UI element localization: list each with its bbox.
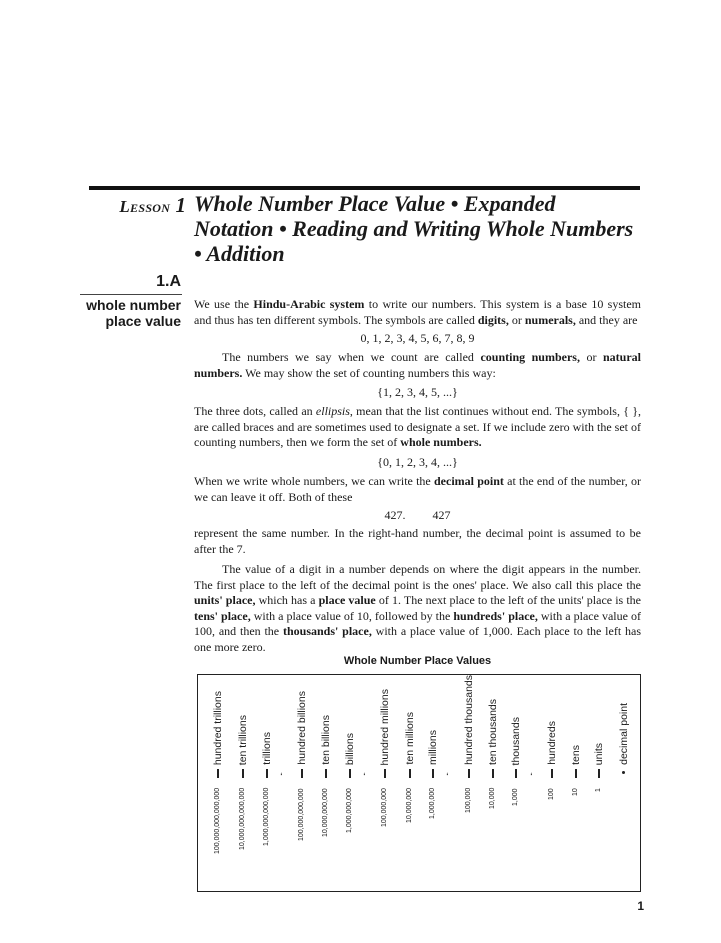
- place-value-column: [292, 675, 312, 891]
- text-run: The numbers we say when we count are called: [222, 350, 481, 364]
- period-comma-marker: ,: [363, 771, 366, 782]
- bold-term: digits,: [477, 312, 509, 327]
- text-run: with a place value of 100, and then the: [194, 608, 641, 639]
- digit-slot-marker: [301, 769, 303, 778]
- bold-term: hundreds' place,: [453, 608, 538, 623]
- paragraph-ellipsis: [194, 404, 641, 451]
- text-run: of 1. The next place to the left of the units' place is the: [375, 593, 642, 608]
- place-value-column: [375, 675, 395, 891]
- paragraph-place-value: [194, 562, 641, 656]
- italic-term: ellipsis: [315, 404, 350, 418]
- lesson-label: [96, 192, 186, 220]
- digit-slot-marker: [515, 769, 517, 778]
- place-value-number: 1,000,000,000,000: [263, 788, 270, 847]
- place-value-column: [257, 675, 277, 891]
- text-run: We may show the set of counting numbers this way:: [242, 365, 496, 380]
- place-value-number: 1,000,000,000: [346, 788, 353, 833]
- place-value-column: [316, 675, 336, 891]
- bold-term: thousands' place,: [282, 624, 372, 639]
- digit-slot-marker: [266, 769, 268, 778]
- place-name: hundred trillions: [212, 690, 224, 765]
- place-name: thousands: [510, 716, 522, 765]
- place-value-number: 1: [595, 788, 602, 792]
- place-value-column: [614, 675, 634, 891]
- bold-term: tens' place,: [194, 608, 251, 623]
- place-value-column: [589, 675, 609, 891]
- digit-slot-marker: [384, 769, 386, 778]
- place-value-column: [208, 675, 228, 891]
- place-value-number: 100,000,000,000: [298, 788, 305, 841]
- paragraph-decimal-point: [194, 474, 641, 505]
- place-value-column: [566, 675, 586, 891]
- number-pair: [194, 508, 641, 523]
- place-value-column: [483, 675, 503, 891]
- place-value-column: [459, 675, 479, 891]
- digit-slot-marker: [551, 769, 553, 778]
- text-run: at the end of the number, or we can leave it off. Both of these: [194, 474, 641, 504]
- paragraph-hindu-arabic: [194, 297, 641, 328]
- place-value-number: 10: [572, 788, 579, 796]
- number-with-point: 427.: [384, 508, 406, 522]
- digit-slot-marker: [468, 769, 470, 778]
- decimal-point-marker: [622, 771, 625, 774]
- period-comma-marker: ,: [446, 771, 449, 782]
- place-value-number: 1,000,000: [429, 788, 436, 820]
- place-value-column: [542, 675, 562, 891]
- place-name: hundred billions: [296, 691, 308, 765]
- place-value-number: 10,000,000,000: [322, 788, 329, 837]
- place-name: decimal point: [618, 703, 630, 765]
- digit-slot-marker: [492, 769, 494, 778]
- place-value-number: 100: [548, 788, 555, 800]
- text-run: to write our numbers. This system is a base 10 system and thus has ten different symbols. The symbols are called: [194, 297, 642, 327]
- place-name: ten thousands: [487, 699, 499, 765]
- text-run: with a place value of 1,000. Each place to the left has one more zero.: [194, 624, 641, 654]
- bold-term: Hindu-Arabic system: [253, 297, 365, 311]
- place-name: millions: [427, 729, 439, 765]
- place-value-number: 100,000: [465, 788, 472, 814]
- place-value-number: 10,000: [489, 788, 496, 810]
- paragraph-counting-numbers: [194, 350, 641, 381]
- digit-slot-marker: [217, 769, 219, 778]
- place-value-table-title: Whole Number Place Values: [343, 655, 492, 667]
- text-run: The three dots, called an: [194, 404, 316, 418]
- text-run: which has a: [255, 593, 319, 608]
- place-name: hundred millions: [379, 688, 391, 765]
- place-value-column: [340, 675, 360, 891]
- place-value-column: [423, 675, 443, 891]
- text-run: represent the same number. In the right-hand number, the decimal point is assumed to be after the 7.: [194, 526, 641, 556]
- bold-term: decimal point: [434, 474, 504, 488]
- digit-slot-marker: [325, 769, 327, 778]
- place-value-number: 10,000,000: [406, 788, 413, 824]
- digit-slot-marker: [432, 769, 434, 778]
- place-name: ten millions: [404, 712, 416, 765]
- text-run: with a place value of 10, followed by the: [250, 608, 454, 623]
- digit-slot-marker: [349, 769, 351, 778]
- bold-term: units' place,: [194, 593, 256, 608]
- page-number: 1: [637, 899, 644, 913]
- place-value-number: 100,000,000,000,000: [214, 788, 221, 855]
- section-divider: [80, 294, 182, 295]
- lesson-title: Whole Number Place Value • Expanded Notation • Reading and Writing Whole Numbers • Addition: [194, 191, 634, 266]
- bold-term: counting numbers,: [480, 350, 580, 364]
- section-name: whole number place value: [86, 297, 181, 329]
- digit-slot-marker: [242, 769, 244, 778]
- text-run: The value of a digit in a number depends on where the digit appears in the number. The first place to the left of the decimal point is the ones' place. We also call this place the: [194, 562, 641, 592]
- period-comma-marker: ,: [530, 771, 533, 782]
- counting-numbers-set: {1, 2, 3, 4, 5, ...}: [377, 385, 458, 399]
- text-run: When we write whole numbers, we can write the: [194, 474, 434, 488]
- place-name: billions: [344, 732, 356, 765]
- text-run: or: [508, 312, 525, 327]
- place-value-number: 1,000: [512, 788, 519, 806]
- place-name: trillions: [261, 732, 273, 765]
- whole-numbers-set: {0, 1, 2, 3, 4, ...}: [377, 455, 458, 469]
- place-value-column: [506, 675, 526, 891]
- place-name: ten trillions: [237, 714, 249, 765]
- digit-slot-marker: [409, 769, 411, 778]
- number-without-point: 427: [432, 508, 451, 522]
- section-number: 1.A: [156, 273, 181, 290]
- lesson-number: 1: [175, 193, 186, 217]
- place-name: tens: [570, 745, 582, 765]
- place-value-number: 10,000,000,000,000: [239, 788, 246, 851]
- place-name: hundred thousands: [463, 675, 475, 765]
- text-run: and they are: [575, 312, 638, 327]
- text-run: , mean that the list continues without end. The symbols, { }, are called braces and are sometimes used to designate a set. If we include zero with the set of counting numbers, then we form the set of: [194, 404, 641, 450]
- period-comma-marker: ,: [280, 771, 283, 782]
- bold-term: numerals,: [524, 312, 576, 327]
- place-name: hundreds: [546, 721, 558, 765]
- bold-term: whole numbers.: [400, 435, 482, 450]
- digits-list: 0, 1, 2, 3, 4, 5, 6, 7, 8, 9: [360, 331, 475, 345]
- digit-slot-marker: [575, 769, 577, 778]
- text-run: We use the: [194, 297, 254, 311]
- place-value-number: 100,000,000: [381, 788, 388, 827]
- place-name: ten billions: [320, 715, 332, 765]
- lesson-label-prefix: Lesson: [119, 197, 171, 216]
- place-value-column: [400, 675, 420, 891]
- place-name: units: [593, 742, 605, 765]
- bold-term: natural numbers.: [194, 350, 641, 380]
- place-value-table: [197, 674, 641, 892]
- text-run: or: [579, 350, 603, 364]
- lesson-header-rule: [89, 186, 640, 190]
- digit-slot-marker: [598, 769, 600, 778]
- place-value-column: [233, 675, 253, 891]
- paragraph-same-number: [194, 526, 641, 557]
- bold-term: place value: [318, 593, 376, 608]
